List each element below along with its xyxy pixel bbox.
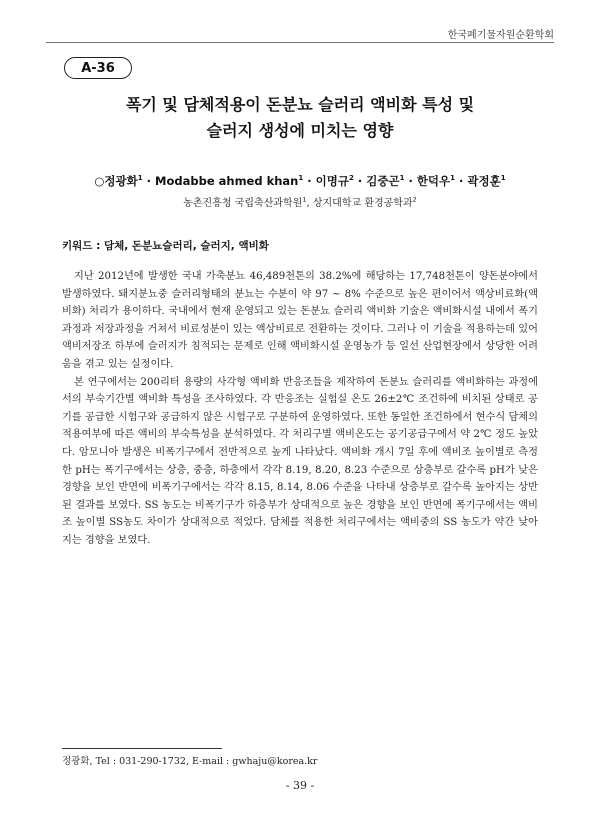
affiliations [46,194,554,209]
affiliation-2: 상지대학교 환경공학과 [312,198,413,209]
keywords: 키워드 : 담체, 돈분뇨슬러리, 슬러지, 액비화 [62,240,269,252]
author-separator: · [303,174,316,188]
author-name: 이명규 [315,174,349,188]
affiliation-2-sup: 2 [412,195,417,204]
abstract-body [62,268,538,550]
affiliation-separator: , [306,198,313,209]
author-affil-sup: 1 [500,174,506,183]
author-affil-sup: 1 [450,174,456,183]
author-separator: · [142,174,156,188]
author-affil-sup: 1 [298,174,304,183]
body-paragraph-1: 지난 2012년에 발생한 국내 가축분뇨 46,489천톤의 38.2%에 해당하는 17,748천톤이 양돈분야에서 발생하였다. 돼지분뇨중 슬러리형태의 분뇨는 수분이 약 97 ~ 8% 수준으로 높은 편이어서 액상비료화(액비화) 처리가 용이하다. 국내에서 현재 운영되고 있는 돈분뇨 슬러리 액비화 기술은 액비화시설 내에서 폭기과정과 저장과정을 거쳐서 비료성분이 있는 액상비료로 전환하는 것이다. 그러나 이 기술을 적용하는데 있어 액비저장조 하부에 슬러지가 침적되는 문제로 인해 액비화시설 운영농가 등 일선 산업현장에서 상당한 어려움을 겪고 있는 실정이다. [62,271,538,370]
author-affil-sup: 1 [137,174,143,183]
paper-title [46,92,554,144]
title-line-2: 슬러지 생성에 미치는 영향 [206,121,394,140]
page-number: - 39 - [285,779,315,792]
affiliation-1: 농촌진흥청 국립축산과학원 [183,198,303,209]
footnote-divider [62,748,222,749]
corresponding-author-footnote: 정광화, Tel : 031-290-1732, E-mail : gwhaju@korea.kr [62,756,318,767]
author-separator: · [455,174,468,188]
header-organization: 한국폐기물자원순환학회 [447,30,554,41]
author-list [46,173,554,189]
abstract-code-badge: A-36 [64,57,132,79]
author-affil-sup: 1 [399,174,405,183]
body-paragraph-2: 본 연구에서는 200리터 용량의 사각형 액비화 반응조들을 제작하여 돈분뇨 슬러리를 액비화하는 과정에서의 부숙기간별 액비화 특성을 조사하였다. 각 반응조는 실험실 온도 26±2℃ 조건하에 비치된 상태로 공기를 공급한 시험구와 공급하지 않은 시험구로 구분하여 운영하였다. 또한 동일한 조건하에서 현수식 담체의 적용여부에 따른 액비의 부숙특성을 분석하였다. 각 처리구별 액비온도는 공기공급구에서 약 2℃ 정도 높았다. 암모니아 발생은 비폭기구에서 전반적으로 높게 나타났다. 액비화 개시 7일 후에 액비조 높이별로 측정한 pH는 폭기구에서는 상층, 중층, 하층에서 각각 8.19, 8.20, 8.23 수준으로 상층부로 갈수록 pH가 낮은 경향을 보인 반면에 비폭기구에서는 각각 8.15, 8.14, 8.06 수준을 나타내 상층부로 갈수록 높아지는 상반된 결과를 보였다. SS 농도는 비폭기구가 하층부가 상대적으로 높은 경향을 보인 반면에 폭기구에서는 액비조 높이별 SS농도 차이가 상대적으로 적었다. 담체를 적용한 처리구에서는 액비중의 SS 농도가 약간 낮아지는 경향을 보였다. [62,376,538,546]
author-separator: · [353,174,367,188]
header-divider [46,42,554,43]
author-name: 곽정훈 [467,174,501,188]
affiliation-1-sup: 1 [302,195,307,204]
author-separator: · [404,174,417,188]
author-name: ○정광화 [94,174,138,188]
author-affil-sup: 2 [348,174,354,183]
title-line-1: 폭기 및 담체적용이 돈분뇨 슬러리 액비화 특성 및 [125,95,475,114]
author-name: 한덕우 [416,174,451,188]
author-name: 김중곤 [366,174,400,188]
author-name: Modabbe ahmed khan [155,174,299,188]
